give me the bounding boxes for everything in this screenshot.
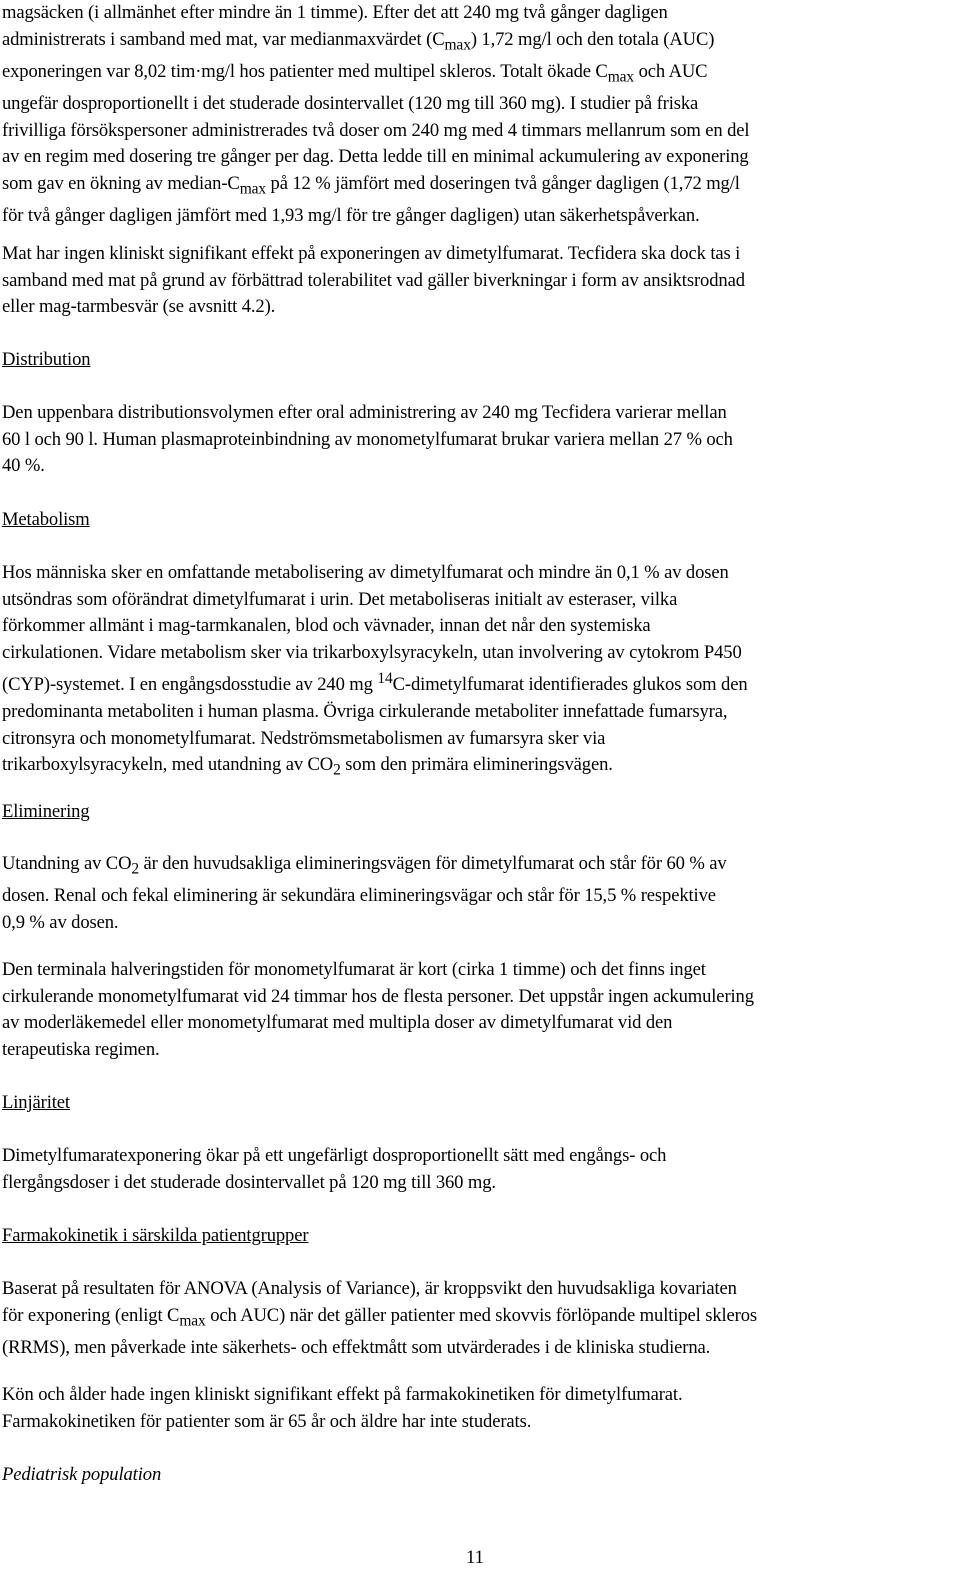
text-line: Kön och ålder hade ingen kliniskt signifikant effekt på farmakokinetiken för dimetylfumarat. <box>2 1384 683 1405</box>
section-heading <box>2 1223 308 1250</box>
text-line: magsäcken (i allmänhet efter mindre än 1 timme). Efter det att 240 mg två gånger dagligen <box>2 2 668 23</box>
text-line: Hos människa sker en omfattande metabolisering av dimetylfumarat och mindre än 0,1 % av dosen <box>2 562 729 583</box>
text-line: cirkulerande monometylfumarat vid 24 timmar hos de flesta personer. Det uppstår ingen ackumulering <box>2 985 754 1007</box>
text-line: Pediatrisk population <box>2 1464 162 1485</box>
subsection-heading <box>2 1462 161 1489</box>
text-line: predominanta metaboliten i human plasma. Övriga cirkulerande metaboliter innefattade fumarsyra, <box>2 701 728 723</box>
text-line: terapeutiska regimen. <box>2 1038 160 1060</box>
paragraph <box>2 560 748 785</box>
paragraph <box>2 0 749 230</box>
text-line: 60 l och 90 l. Human plasmaproteinbindning av monometylfumarat brukar variera mellan 27 % och <box>2 428 733 450</box>
section-heading <box>2 347 90 374</box>
paragraph <box>2 1276 757 1362</box>
text-line: Metabolism <box>2 509 90 530</box>
text-line: flergångsdoser i det studerade dosintervallet på 120 mg till 360 mg. <box>2 1171 496 1193</box>
text-line: för exponering (enligt $C_{max}$ och AUC) när det gäller patienter med skovvis förlöpande multipel skleros <box>2 1304 758 1330</box>
text-line: Dimetylfumaratexponering ökar på ett ungefärligt dosproportionellt sätt med engångs- och <box>2 1145 667 1166</box>
text-line: citronsyra och monometylfumarat. Nedströmsmetabolismen av fumarsyra sker via <box>2 727 606 749</box>
section-heading <box>2 1090 70 1117</box>
text-line: Farmakokinetik i särskilda patientgrupper <box>2 1225 309 1246</box>
text-line: frivilliga försökspersoner administrerades två doser om 240 mg med 4 timmars mellanrum som en del <box>2 119 750 141</box>
text-line: (CYP)-systemet. I en engångsdosstudie av 240 mg $^{14}$C-dimetylfumarat identifierades glukos som den <box>2 670 748 696</box>
text-line: av moderläkemedel eller monometylfumarat med multipla doser av dimetylfumarat vid den <box>2 1012 673 1034</box>
paragraph <box>2 400 733 480</box>
paragraph <box>2 851 727 937</box>
text-line: för två gånger dagligen jämfört med 1,93 mg/l för tre gånger dagligen) utan säkerhetspåverkan. <box>2 205 700 227</box>
section-heading <box>2 507 90 534</box>
text-line: trikarboxylsyracykeln, med utandning av $CO_2$ som den primära elimineringsvägen. <box>2 754 613 780</box>
text-line: som gav en ökning av median-$C_{max}$ på 12 % jämfört med doseringen två gånger dagligen (1,72 mg/l <box>2 173 740 198</box>
section-heading <box>2 799 90 826</box>
text-line: Mat har ingen kliniskt signifikant effekt på exponeringen av dimetylfumarat. Tecfidera ska dock tas i <box>2 243 741 264</box>
paragraph <box>2 957 754 1063</box>
text-line: dosen. Renal och fekal eliminering är sekundära elimineringsvägar och står för 15,5 % respektive <box>2 885 716 907</box>
text-line: exponeringen var 8,02 tim·mg/l hos patienter med multipel skleros. Totalt ökade $C_{max}$ och AUC <box>2 60 708 86</box>
paragraph <box>2 1143 666 1196</box>
text-line: Linjäritet <box>2 1092 70 1113</box>
text-line: Baserat på resultaten för ANOVA (Analysis of Variance), är kroppsvikt den huvudsakliga kovariaten <box>2 1278 737 1299</box>
text-line: eller mag-tarmbesvär (se avsnitt 4.2). <box>2 296 276 318</box>
text-line: av en regim med dosering tre gånger per dag. Detta ledde till en minimal ackumulering av exponering <box>2 146 749 168</box>
text-line: 0,9 % av dosen. <box>2 911 119 933</box>
page-number: 11 <box>466 1547 484 1568</box>
paragraph <box>2 241 745 321</box>
text-line: Utandning av $CO_2$ är den huvudsakliga elimineringsvägen för dimetylfumarat och står för 60 % av <box>2 853 727 878</box>
text-line: förkommer allmänt i mag-tarmkanalen, blod och vävnader, innan det når den systemiska <box>2 615 651 637</box>
text-line: utsöndras som oförändrat dimetylfumarat i urin. Det metaboliseras initialt av esteraser, vilka <box>2 588 678 610</box>
text-line: Distribution <box>2 349 91 370</box>
text-line: 40 %. <box>2 455 45 477</box>
text-line: cirkulationen. Vidare metabolism sker via trikarboxylsyracykeln, utan involvering av cytokrom P450 <box>2 641 742 663</box>
text-line: administrerats i samband med mat, var medianmaxvärdet $(C_{max})$ 1,72 mg/l och den totala (AUC) <box>2 28 715 54</box>
text-line: (RRMS), men påverkade inte säkerhets- och effektmått som utvärderades i de kliniska studierna. <box>2 1336 711 1358</box>
text-line: Farmakokinetiken för patienter som är 65 år och äldre har inte studerats. <box>2 1410 532 1432</box>
text-line: Den terminala halveringstiden för monometylfumarat är kort (cirka 1 timme) och det finns inget <box>2 959 706 980</box>
text-line: samband med mat på grund av förbättrad tolerabilitet vad gäller biverkningar i form av ansiktsrodnad <box>2 269 745 291</box>
text-line: Den uppenbara distributionsvolymen efter oral administrering av 240 mg Tecfidera varierar mellan <box>2 402 727 423</box>
text-line: ungefär dosproportionellt i det studerade dosintervallet (120 mg till 360 mg). I studier på friska <box>2 93 699 115</box>
paragraph <box>2 1382 683 1435</box>
text-line: Eliminering <box>2 801 90 822</box>
